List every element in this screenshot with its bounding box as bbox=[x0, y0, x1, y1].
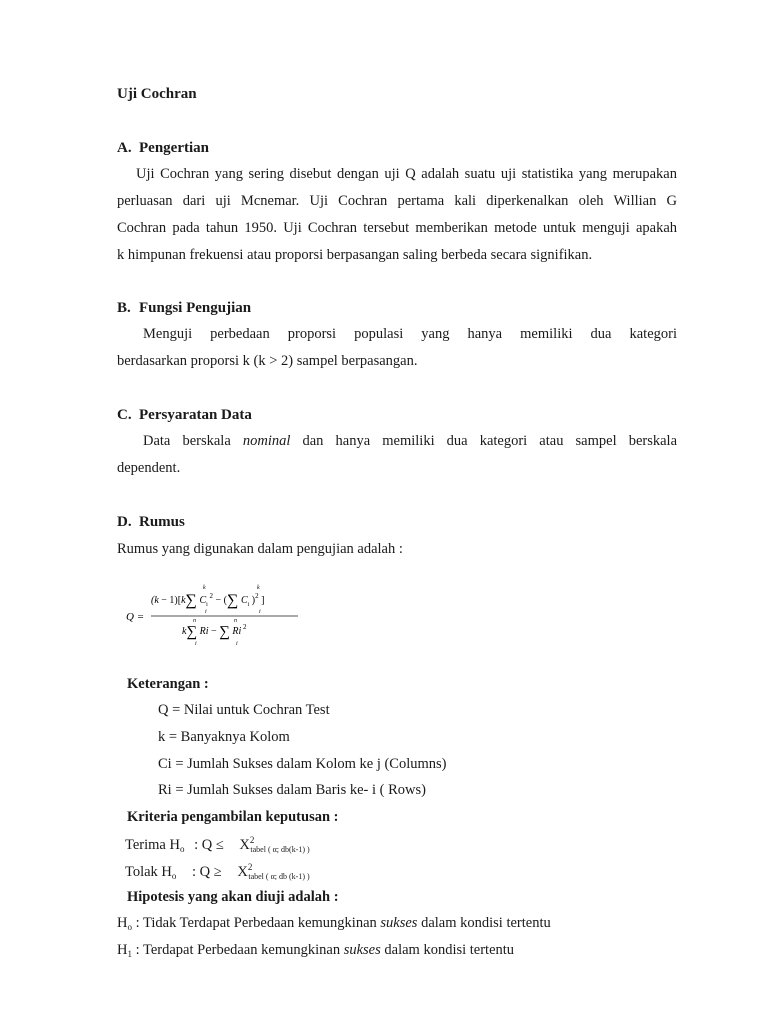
section-a-title: Pengertian bbox=[139, 140, 209, 156]
paragraph-line: Cochran pada tahun 1950. Uji Cochran tersebut memberikan metode untuk menguji apakah bbox=[117, 220, 677, 236]
svg-text:k: k bbox=[203, 585, 206, 591]
formula-denominator: k∑ Ri − ∑ Ri $^2$ bbox=[182, 623, 247, 640]
chi-subscript: tabel ( α; db (k-1) ) bbox=[248, 872, 310, 881]
keterangan-heading: Keterangan : bbox=[127, 676, 209, 692]
section-c-title: Persyaratan Data bbox=[139, 407, 252, 423]
svg-text:i: i bbox=[195, 641, 197, 647]
tolak-label: Tolak H bbox=[125, 864, 172, 880]
h1-label: H bbox=[117, 942, 128, 958]
chi-superscript: 2 bbox=[249, 835, 255, 845]
hypothesis-h0 bbox=[117, 915, 551, 932]
terima-h0-row bbox=[125, 835, 310, 854]
h1-subscript: 1 bbox=[127, 949, 132, 959]
section-d-heading bbox=[117, 514, 185, 531]
text-run: Data berskala bbox=[143, 433, 231, 449]
chi-square-symbol: X bbox=[239, 837, 250, 853]
kriteria-heading: Kriteria pengambilan keputusan : bbox=[127, 809, 339, 825]
document-title: Uji Cochran bbox=[117, 86, 197, 102]
paragraph-line: berdasarkan proporsi k (k > 2) sampel berpasangan. bbox=[117, 353, 418, 369]
keterangan-item: Q = Nilai untuk Cochran Test bbox=[158, 702, 330, 718]
section-c-paragraph bbox=[117, 428, 677, 482]
section-d-title: Rumus bbox=[139, 514, 185, 530]
text-run: dalam kondisi tertentu bbox=[384, 942, 515, 958]
tolak-h0-row bbox=[125, 862, 310, 881]
keterangan-item: k = Banyaknya Kolom bbox=[158, 729, 290, 745]
svg-text:i: i bbox=[259, 609, 261, 615]
svg-text:i: i bbox=[205, 609, 207, 615]
formula-numerator: (k − 1)[k∑ $C_i$ $^2$ − (∑ $C_i$ )$^2$ ] bbox=[151, 592, 265, 609]
chi-square-symbol: X bbox=[237, 864, 248, 880]
text-run: : Tidak Terdapat Perbedaan kemungkinan bbox=[135, 915, 377, 931]
svg-text:n: n bbox=[234, 618, 237, 624]
text-run: dan hanya memiliki dua kategori atau sampel berskala bbox=[302, 433, 678, 449]
svg-text:k: k bbox=[257, 585, 260, 591]
h0-subscript: o bbox=[127, 922, 132, 932]
paragraph-line: perluasan dari uji Mcnemar. Uji Cochran pertama kali diperkenalkan oleh Willian G bbox=[117, 193, 677, 209]
section-c-letter: C. bbox=[117, 407, 132, 423]
italic-term: sukses bbox=[343, 942, 381, 958]
tolak-relation: : Q ≥ bbox=[192, 864, 222, 880]
section-c-heading bbox=[117, 407, 252, 424]
section-b-title: Fungsi Pengujian bbox=[139, 300, 252, 316]
svg-text:i: i bbox=[236, 641, 238, 647]
paragraph-line: Uji Cochran yang sering disebut dengan uji Q adalah suatu uji statistika yang merupakan bbox=[136, 166, 677, 182]
svg-text:n: n bbox=[193, 618, 196, 624]
cochran-q-formula bbox=[117, 578, 317, 650]
terima-label: Terima H bbox=[125, 837, 180, 853]
section-b-heading bbox=[117, 300, 251, 317]
keterangan-item: Ri = Jumlah Sukses dalam Baris ke- i ( Rows) bbox=[158, 782, 426, 798]
h0-subscript: o bbox=[171, 871, 177, 881]
h0-subscript: o bbox=[179, 844, 185, 854]
hipotesis-heading: Hipotesis yang akan diuji adalah : bbox=[127, 889, 339, 905]
text-run: dalam kondisi tertentu bbox=[421, 915, 551, 931]
formula-intro: Rumus yang digunakan dalam pengujian adalah : bbox=[117, 541, 403, 557]
chi-superscript: 2 bbox=[247, 862, 253, 872]
h0-label: H bbox=[117, 915, 128, 931]
section-d-letter: D. bbox=[117, 514, 132, 530]
section-b-paragraph bbox=[117, 321, 677, 375]
formula-lhs: Q = bbox=[126, 611, 145, 623]
paragraph-line: k himpunan frekuensi atau proporsi berpasangan saling berbeda secara signifikan. bbox=[117, 247, 593, 263]
section-a-heading bbox=[117, 140, 209, 157]
chi-subscript: tabel ( α; db(k-1) ) bbox=[250, 845, 310, 854]
terima-relation: : Q ≤ bbox=[194, 837, 224, 853]
section-b-letter: B. bbox=[117, 300, 131, 316]
hypothesis-h1 bbox=[117, 942, 514, 959]
paragraph-line: dependent. bbox=[117, 460, 181, 476]
keterangan-item: Ci = Jumlah Sukses dalam Kolom ke j (Columns) bbox=[158, 756, 447, 772]
paragraph-line bbox=[117, 428, 677, 455]
paragraph-line: Menguji perbedaan proporsi populasi yang hanya memiliki dua kategori bbox=[143, 326, 677, 342]
section-a-letter: A. bbox=[117, 140, 132, 156]
text-run: : Terdapat Perbedaan kemungkinan bbox=[135, 942, 341, 958]
italic-term: sukses bbox=[380, 915, 418, 931]
italic-term: nominal bbox=[242, 433, 291, 449]
section-a-paragraph bbox=[117, 161, 677, 269]
